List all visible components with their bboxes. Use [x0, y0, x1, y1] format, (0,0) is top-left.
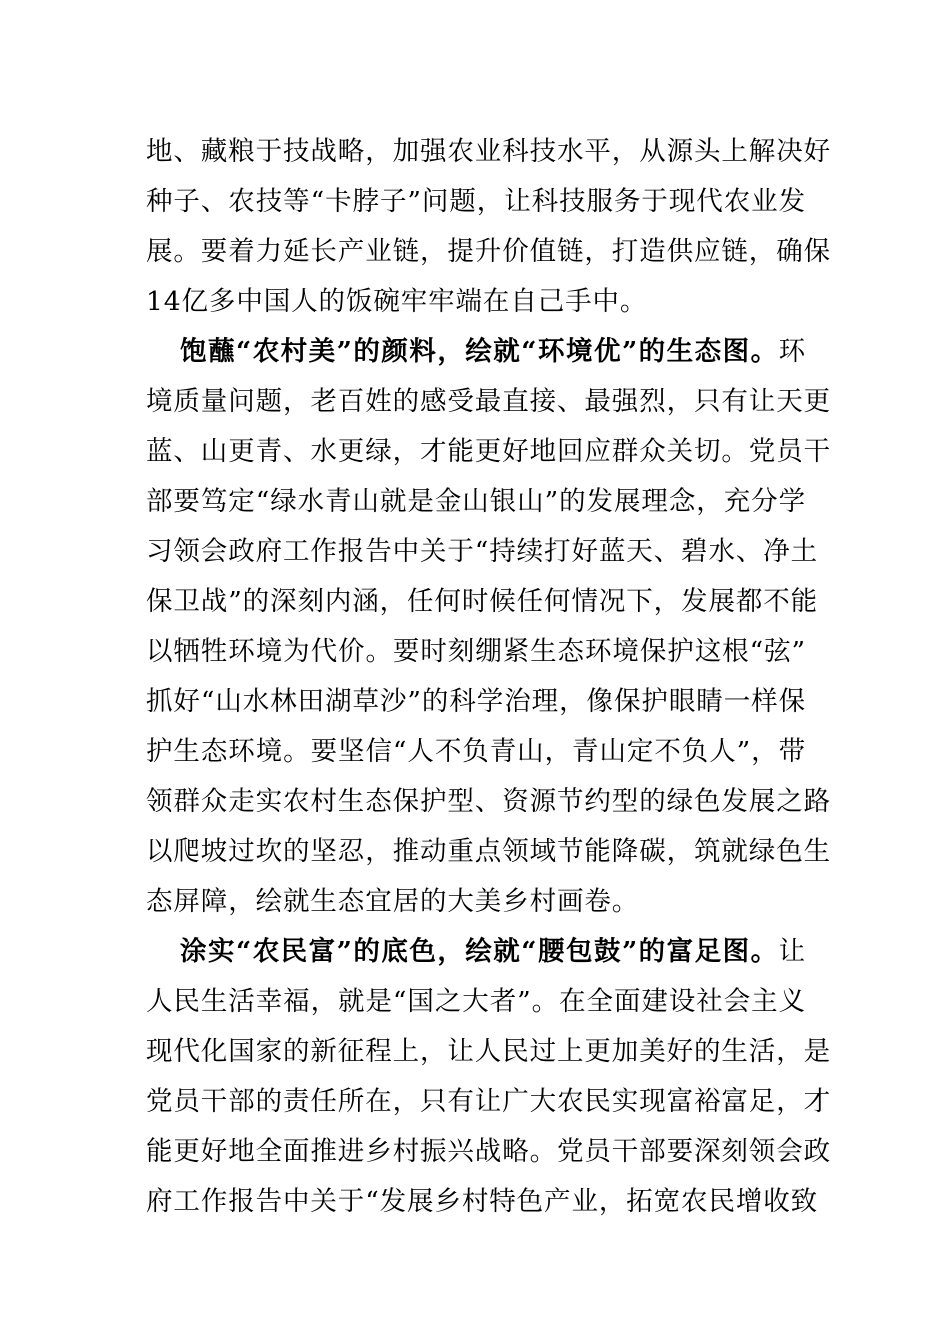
section-heading: 涂实“农民富”的底色，绘就“腰包鼓”的富足图。 — [180, 936, 779, 967]
text-line: 展。要着力延长产业链，提升价值链，打造供应链，确保 — [146, 236, 831, 267]
text-line: 以爬坡过坎的坚忍，推动重点领域节能降碳，筑就绿色生 — [146, 836, 831, 867]
text-run: 让 — [778, 936, 806, 967]
text-line: 习领会政府工作报告中关于“持续打好蓝天、碧水、净土 — [146, 536, 819, 567]
text-line: 态屏障，绘就生态宜居的大美乡村画卷。 — [146, 886, 640, 917]
text-line: 蓝、山更青、水更绿，才能更好地回应群众关切。党员干 — [146, 436, 831, 467]
text-line: 种子、农技等“卡脖子”问题，让科技服务于现代农业发 — [146, 186, 806, 217]
text-line: 地、藏粮于技战略，加强农业科技水平，从源头上解决好 — [146, 136, 831, 167]
text-line: 部要笃定“绿水青山就是金山银山”的发展理念，充分学 — [146, 486, 806, 517]
text-line: 领群众走实农村生态保护型、资源节约型的绿色发展之路 — [146, 786, 831, 817]
text-line: 护生态环境。要坚信“人不负青山，青山定不负人”，带 — [146, 736, 806, 767]
text-line: 境质量问题，老百姓的感受最直接、最强烈，只有让天更 — [146, 386, 831, 417]
text-line: 抓好“山水林田湖草沙”的科学治理，像保护眼睛一样保 — [146, 686, 806, 717]
text-line: 能更好地全面推进乡村振兴战略。党员干部要深刻领会政 — [146, 1136, 831, 1167]
text-line: 保卫战”的深刻内涵，任何时候任何情况下，发展都不能 — [146, 586, 819, 617]
section-heading: 饱蘸“农村美”的颜料，绘就“环境优”的生态图。 — [180, 336, 779, 367]
section-heading-line — [180, 932, 806, 972]
text-line: 以牺牲环境为代价。要时刻绷紧生态环境保护这根“弦” — [146, 636, 806, 667]
text-line: 人民生活幸福，就是“国之大者”。在全面建设社会主义 — [146, 986, 806, 1017]
section-heading-line — [180, 332, 806, 372]
text-line: 14亿多中国人的饭碗牢牢端在自己手中。 — [146, 286, 648, 317]
text-line: 党员干部的责任所在，只有让广大农民实现富裕富足，才 — [146, 1086, 831, 1117]
text-run: 环 — [778, 336, 806, 367]
text-line: 府工作报告中关于“发展乡村特色产业，拓宽农民增收致 — [146, 1186, 819, 1217]
text-line: 现代化国家的新征程上，让人民过上更加美好的生活，是 — [146, 1036, 831, 1067]
